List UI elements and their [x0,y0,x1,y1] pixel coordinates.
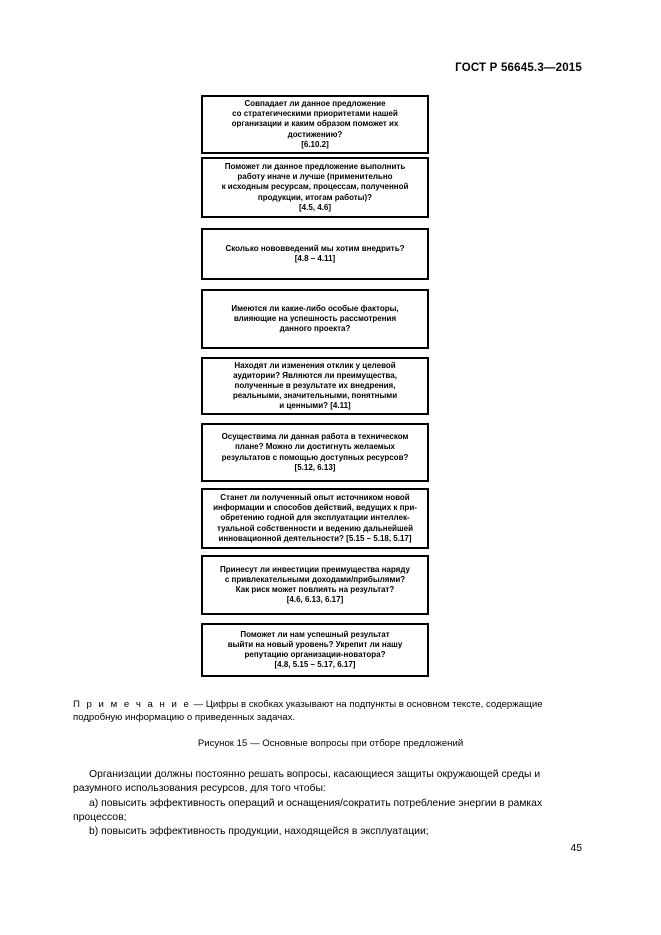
flowchart-box-new-knowledge: Станет ли полученный опыт источником новой информации и способов действий, ведущих к при- обретению годной для эксплуатации интеллек- туальной собственности и ведению дальнейшей инновационной деятельности? [5.15 – 5.18, 5.17] [201,488,429,549]
list-item-b: b) повысить эффективность продукции, находящейся в эксплуатации; [89,826,429,837]
flowchart-box-special-factors: Имеются ли какие-либо особые факторы, влияющие на успешность рассмотрения данного проекта? [201,289,429,349]
page-number: 45 [570,843,582,854]
list-item-a: а) повысить эффективность операций и оснащения/сократить потребление энергии в рамках процессов; [73,798,543,824]
flowchart-box-better-work: Поможет ли данное предложение выполнить работу иначе и лучше (применительно к исходным ресурсам, процессам, полученной продукции, итогам работы)? [4.5, 4.6] [201,157,429,218]
flowchart-box-target-audience: Находят ли изменения отклик у целевой аудитории? Являются ли преимущества, полученные в результате их внедрения, реальными, значительными, понятными и ценными? [4.11] [201,357,429,415]
flowchart-box-technical-feasibility: Осуществима ли данная работа в техническом плане? Можно ли достигнуть желаемых результатов с помощью доступных ресурсов? [5.12, 6.13] [201,423,429,482]
document-code-header: ГОСТ Р 56645.3—2015 [455,62,582,74]
flowchart-box-next-level: Поможет ли нам успешный результат выйти на новый уровень? Укрепит ли нашу репутацию организации-новатора? [4.8, 5.15 – 5.17, 6.17] [201,623,429,677]
body-paragraph: Организации должны постоянно решать вопросы, касающиеся защиты окружающей среды и разумного использования ресурсов, для того чтобы: [73,769,541,795]
flowchart-box-strategic-priorities: Совпадает ли данное предложение со стратегическими приоритетами нашей организации и каким образом поможет их достижению? [6.10.2] [201,95,429,154]
note-text: — Цифры в скобках указывают на подпункты в основном тексте, содержащие подробную информацию о приведенных задачах. [73,699,543,723]
flowchart-box-number-of-innovations: Сколько нововведений мы хотим внедрить? [4.8 – 4.11] [201,228,429,280]
note-label: П р и м е ч а н и е [73,699,191,710]
flowchart-box-investment-benefits: Принесут ли инвестиции преимущества наряду с привлекательными доходами/прибылями? Как риск может повлиять на результат? [4.6, 6.13, 6.17] [201,555,429,615]
figure-note [73,699,583,724]
figure-caption: Рисунок 15 — Основные вопросы при отборе предложений [197,738,464,749]
